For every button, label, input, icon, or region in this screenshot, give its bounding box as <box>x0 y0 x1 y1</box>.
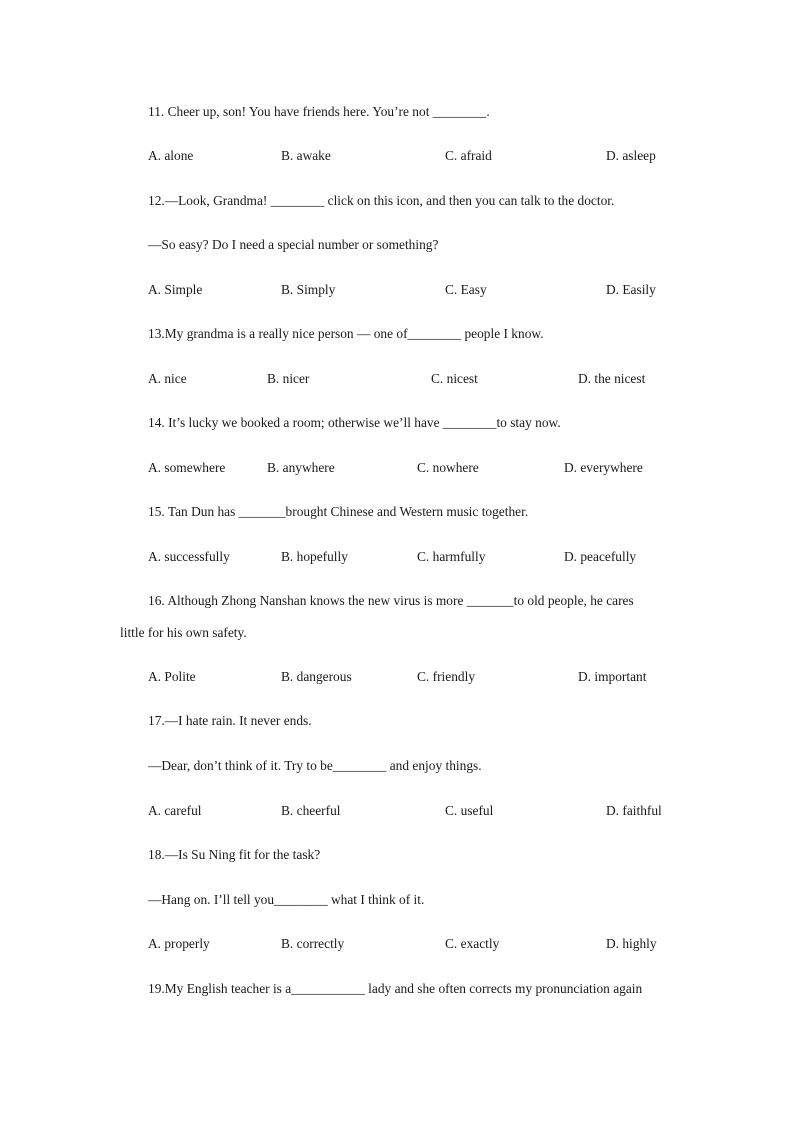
q16-option-a: A. Polite <box>148 669 196 684</box>
q11-option-a: A. alone <box>148 148 194 163</box>
q17-option-d: D. faithful <box>606 803 662 818</box>
q13-option-d: D. the nicest <box>578 371 646 386</box>
question-15-stem: 15. Tan Dun has _______brought Chinese and Western music together. <box>148 504 529 519</box>
question-19-stem: 19.My English teacher is a___________ lady and she often corrects my pronunciation again <box>148 981 643 996</box>
question-13-stem: 13.My grandma is a really nice person — one of________ people I know. <box>148 326 544 341</box>
q11-option-b: B. awake <box>281 148 331 163</box>
q18-option-a: A. properly <box>148 936 210 951</box>
q11-option-c: C. afraid <box>445 148 492 163</box>
q15-option-c: C. harmfully <box>417 549 486 564</box>
question-11-stem: 11. Cheer up, son! You have friends here. You’re not ________. <box>148 104 490 119</box>
q13-option-b: B. nicer <box>267 371 310 386</box>
question-18-stem: 18.—Is Su Ning fit for the task? <box>148 847 321 862</box>
q17-option-c: C. useful <box>445 803 494 818</box>
q18-option-b: B. correctly <box>281 936 345 951</box>
q14-option-c: C. nowhere <box>417 460 479 475</box>
question-17-reply: —Dear, don’t think of it. Try to be________ and enjoy things. <box>148 758 482 773</box>
q15-option-a: A. successfully <box>148 549 230 564</box>
question-14-stem: 14. It’s lucky we booked a room; otherwise we’ll have ________to stay now. <box>148 415 561 430</box>
q13-option-a: A. nice <box>148 371 187 386</box>
q18-option-d: D. highly <box>606 936 657 951</box>
q14-option-d: D. everywhere <box>564 460 643 475</box>
q16-option-c: C. friendly <box>417 669 476 684</box>
q16-option-d: D. important <box>578 669 647 684</box>
question-16-stem: 16. Although Zhong Nanshan knows the new virus is more _______to old people, he cares <box>148 593 634 608</box>
q16-option-b: B. dangerous <box>281 669 352 684</box>
q15-option-b: B. hopefully <box>281 549 348 564</box>
question-18-reply: —Hang on. I’ll tell you________ what I think of it. <box>148 892 425 907</box>
q17-option-a: A. careful <box>148 803 202 818</box>
question-12-reply: —So easy? Do I need a special number or something? <box>148 237 439 252</box>
q12-option-c: C. Easy <box>445 282 487 297</box>
question-12-stem: 12.—Look, Grandma! ________ click on this icon, and then you can talk to the doctor. <box>148 193 615 208</box>
q15-option-d: D. peacefully <box>564 549 637 564</box>
q17-option-b: B. cheerful <box>281 803 341 818</box>
q12-option-a: A. Simple <box>148 282 203 297</box>
q14-option-b: B. anywhere <box>267 460 335 475</box>
q14-option-a: A. somewhere <box>148 460 226 475</box>
question-17-stem: 17.—I hate rain. It never ends. <box>148 713 312 728</box>
question-16-stem-continued: little for his own safety. <box>120 625 247 640</box>
q18-option-c: C. exactly <box>445 936 500 951</box>
q12-option-d: D. Easily <box>606 282 656 297</box>
q11-option-d: D. asleep <box>606 148 656 163</box>
q12-option-b: B. Simply <box>281 282 336 297</box>
q13-option-c: C. nicest <box>431 371 478 386</box>
